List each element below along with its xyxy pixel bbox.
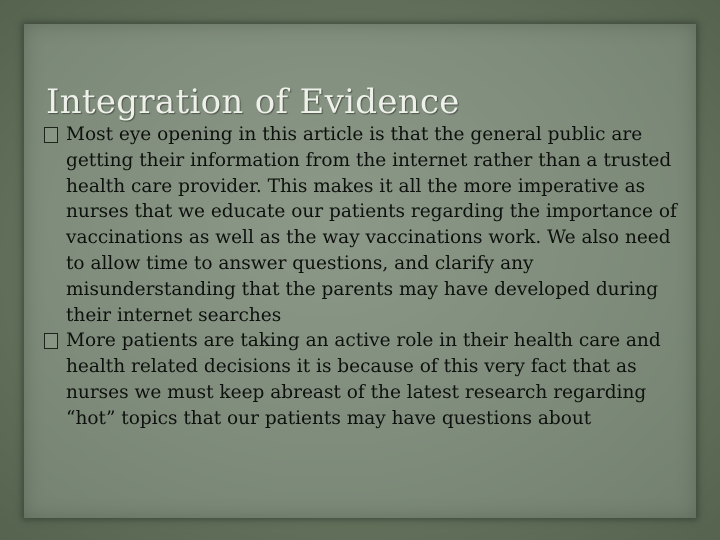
bullet-list [44, 122, 684, 432]
bullet-item [44, 328, 684, 431]
box-bullet-icon [44, 127, 58, 143]
box-bullet-icon [44, 333, 58, 349]
bullet-item [44, 122, 684, 328]
slide-title: Integration of Evidence [46, 81, 460, 122]
bullet-text: More patients are taking an active role in their health care and health related decisions it is because of this very fact that as nurses we must keep abreast of the latest research regarding “hot” topics that our patients may have questions about [66, 330, 661, 429]
bullet-text: Most eye opening in this article is that the general public are getting their information from the internet rather than a trusted health care provider. This makes it all the more imperative as nurses that we educate our patients regarding the importance of vaccinations as well as the way vaccinations work. We also need to allow time to answer questions, and clarify any misunderstanding that the parents may have developed during their internet searches [66, 124, 677, 326]
